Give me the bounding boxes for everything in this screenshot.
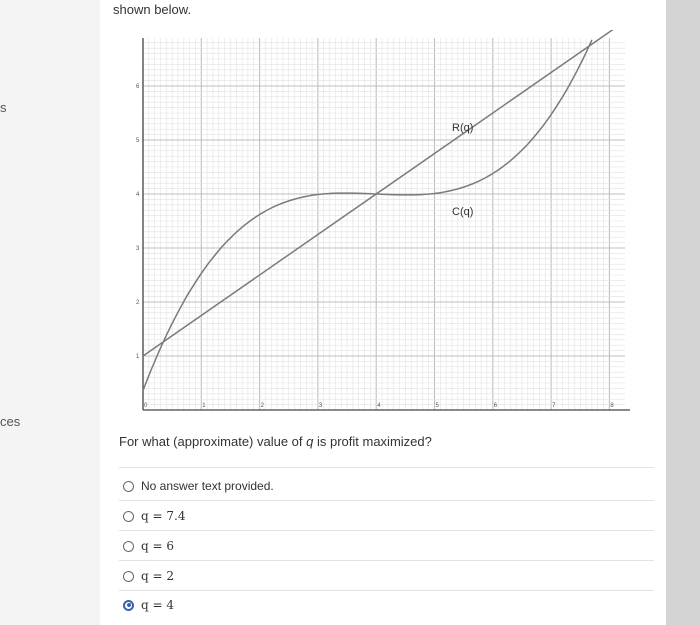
cost-label: C(q): [452, 206, 474, 218]
answer-option-4[interactable]: [123, 566, 174, 586]
question-variable: q: [306, 434, 314, 449]
x-tick-label: 4: [377, 403, 381, 409]
answer-option-1[interactable]: [123, 476, 274, 496]
x-tick-label: 1: [202, 403, 206, 409]
answer-option-2[interactable]: [123, 506, 185, 526]
separator: [119, 560, 654, 561]
radio-button[interactable]: [123, 571, 134, 582]
right-margin: [666, 0, 700, 625]
radio-button[interactable]: [123, 511, 134, 522]
y-tick-label: 5: [136, 138, 140, 144]
x-tick-label: 7: [552, 403, 556, 409]
y-tick-label: 1: [136, 354, 140, 360]
question-prefix: For what (approximate) value of: [119, 434, 307, 449]
radio-button[interactable]: [123, 481, 134, 492]
y-tick-label: 6: [136, 84, 140, 90]
option-label: No answer text provided.: [141, 479, 274, 493]
revenue-label: R(q): [452, 122, 474, 134]
left-sidebar: [0, 0, 100, 625]
option-label: q = 6: [141, 539, 174, 553]
question-panel: [100, 0, 666, 625]
x-tick-label: 3: [318, 403, 323, 409]
radio-button[interactable]: [123, 541, 134, 552]
option-label: q = 2: [141, 569, 174, 583]
separator: [119, 500, 654, 501]
y-tick-label: 4: [136, 192, 140, 198]
radio-button-selected[interactable]: [123, 600, 134, 611]
option-label: q = 7.4: [141, 509, 186, 523]
question-text: [119, 434, 432, 449]
sidebar-item-top[interactable]: s: [0, 100, 7, 115]
x-tick-label: 5: [435, 403, 439, 409]
sidebar-item-bottom[interactable]: ces: [0, 414, 21, 429]
revenue-cost-graph: [125, 30, 633, 422]
intro-text: shown below.: [113, 2, 192, 17]
x-tick-label: 6: [493, 403, 498, 409]
x-tick-label: 2: [260, 403, 264, 409]
answer-option-3[interactable]: [123, 536, 174, 556]
option-label: q = 4: [141, 598, 174, 612]
cost-curve: [143, 40, 592, 391]
answer-option-5[interactable]: [123, 595, 174, 615]
separator: [119, 467, 654, 468]
y-tick-label: 2: [136, 300, 140, 306]
graph-ticks: [136, 84, 614, 409]
x-tick-label: 0: [144, 403, 148, 409]
question-suffix: is profit maximized?: [313, 434, 432, 449]
separator: [119, 590, 654, 591]
y-tick-label: 3: [136, 246, 140, 252]
graph-grid: [143, 38, 625, 410]
separator: [119, 530, 654, 531]
x-tick-label: 8: [610, 403, 614, 409]
